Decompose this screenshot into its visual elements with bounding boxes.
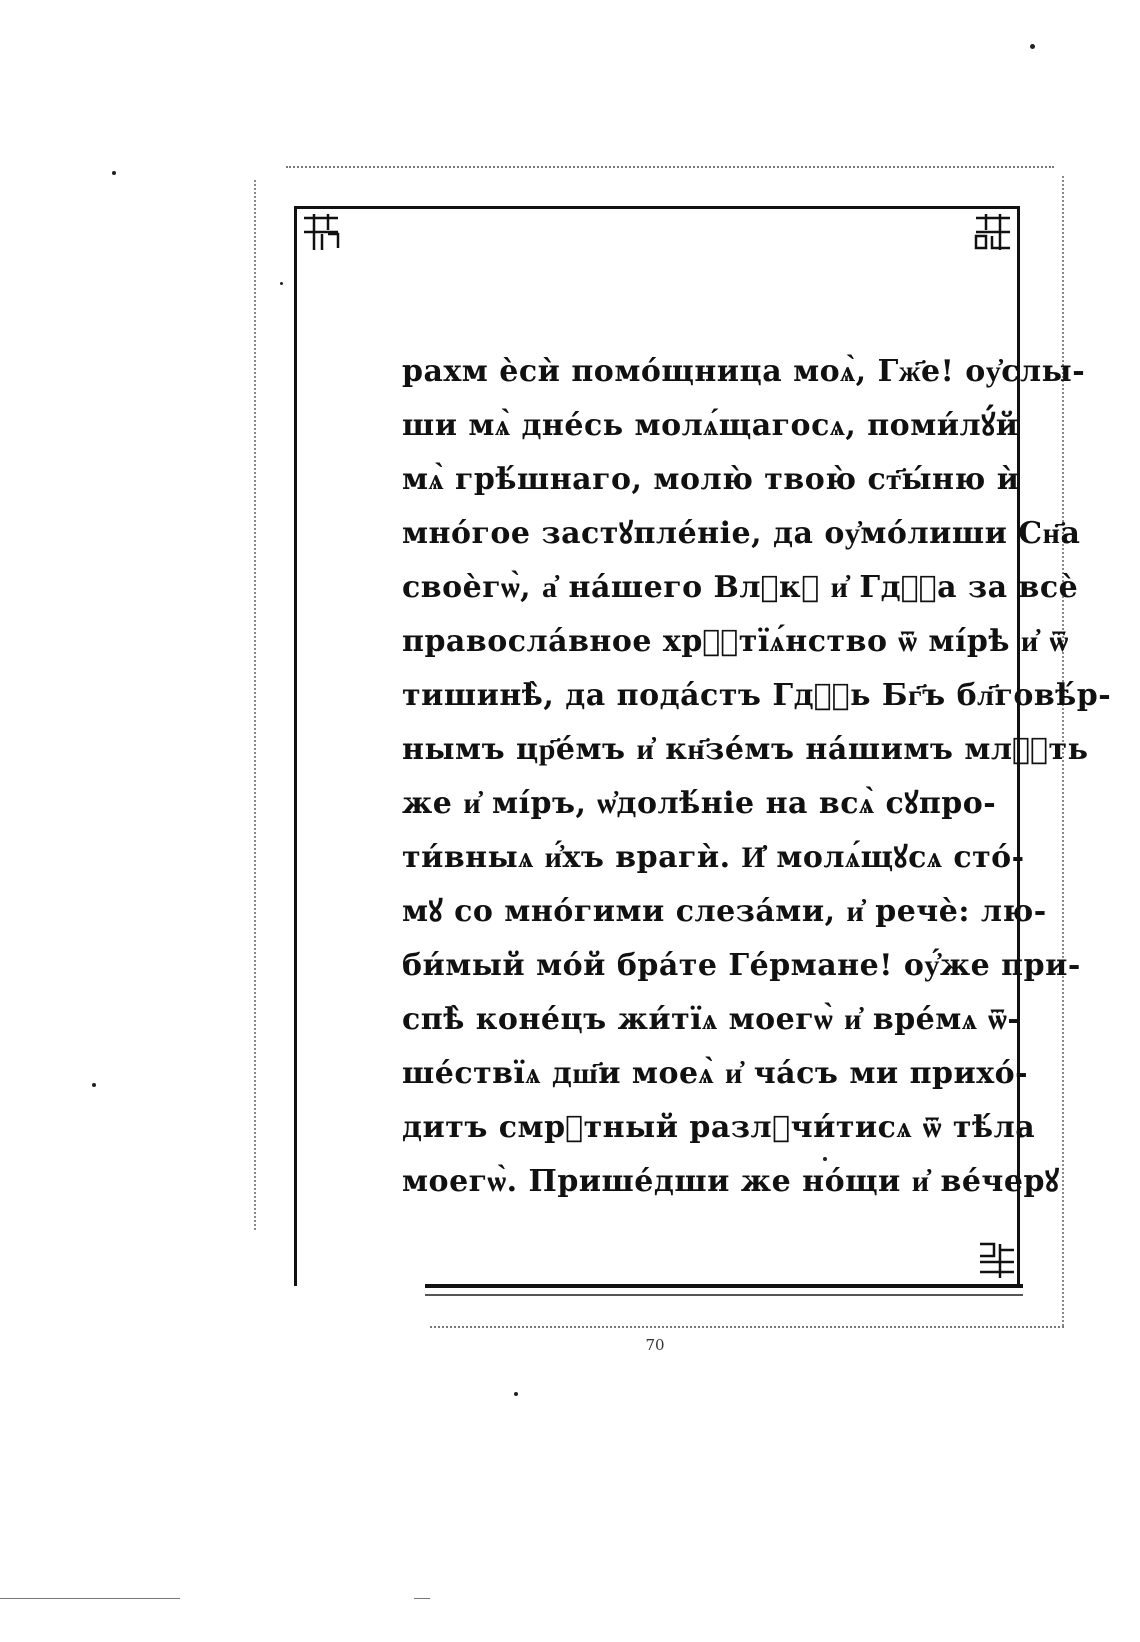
scan-edge-dash: [0, 1598, 180, 1599]
scan-speck: [514, 1392, 518, 1396]
text-line-4: мно́гое застꙋпле́ніе, да оу҆мо́лиши Сн҃а: [402, 516, 1081, 551]
text-line-7: тишинѣ̀, да пода́стъ Гдⷭ҇ь Бг҃ъ бл҃говѣ́р-: [402, 678, 1112, 713]
text-line-3: мѧ̀ грѣ́шнаго, молю̀ твою̀ ст҃ы́ню ѝ: [402, 462, 1020, 497]
scan-edge-dash: [414, 1598, 430, 1599]
text-line-13: спѣ̀ коне́цъ жи́тїѧ моегѡ̀ и҆ вре́мѧ ѿ-: [402, 1002, 1021, 1037]
text-line-11: мꙋ со мно́гими слеза́ми, и҆ речѐ: лю-: [402, 894, 1047, 929]
corner-ornament-top-left: [300, 212, 342, 252]
text-line-6: правосла́вное хрⷭ҇тїѧ́нство ѿ мі́рѣ и҆ ѿ: [402, 624, 1069, 659]
text-line-14: ше́ствїѧ дш҃и моеѧ̀ и҆ ча́съ ми прихо́-: [402, 1056, 1029, 1091]
text-line-15: дитъ смрⷮтный разлꙋчи́тисѧ ѿ тѣ́ла: [402, 1110, 1036, 1145]
corner-ornament-top-right: [972, 212, 1014, 252]
frame-bottom-rule: [425, 1284, 1023, 1288]
text-line-8: нымъ цр҃е́мъ и҆ кн҃зе́мъ на́шимъ млⷭ҇ть: [402, 732, 1089, 767]
body-text: [402, 345, 1112, 1209]
frame-bottom-thin-rule: [425, 1294, 1023, 1296]
text-line-10: ти́вныѧ и҆́хъ врагѝ. И҆ молѧ́щꙋсѧ сто́-: [402, 840, 1025, 875]
bottom-dotted-rule: [430, 1326, 1064, 1328]
text-line-5: своѐгѡ̀, а҆ на́шего Влⷣкꙋ и҆ Гдⷭ҇а за всѐ: [402, 570, 1079, 605]
text-line-1: рахм ѐсѝ помо́щница моѧ̀, Гж҃е! оу҆слы-: [402, 354, 1086, 389]
text-line-9: же и҆ мі́ръ, ѡ҆долѣ́ніе на всѧ̀ сꙋпро-: [402, 786, 997, 821]
text-line-2: ши мѧ̀ дне́сь молѧ́щагосѧ, поми́лꙋ́й: [402, 408, 1019, 443]
left-dotted-rule: [254, 180, 256, 1230]
corner-ornament-bottom-right: [976, 1240, 1018, 1280]
text-line-12: би́мый мо́й бра́те Ге́рмане! оу҆́же при-: [402, 948, 1081, 983]
page-number: 70: [645, 1336, 665, 1354]
scan-speck: [1030, 44, 1035, 49]
scan-speck: [280, 282, 283, 285]
scan-speck: [112, 171, 116, 175]
top-dotted-rule: [286, 166, 1054, 168]
scan-speck: [92, 1083, 96, 1087]
text-line-16: моегѡ̀. Прише́дши же но́щи и҆ ве́черꙋ: [402, 1164, 1060, 1199]
